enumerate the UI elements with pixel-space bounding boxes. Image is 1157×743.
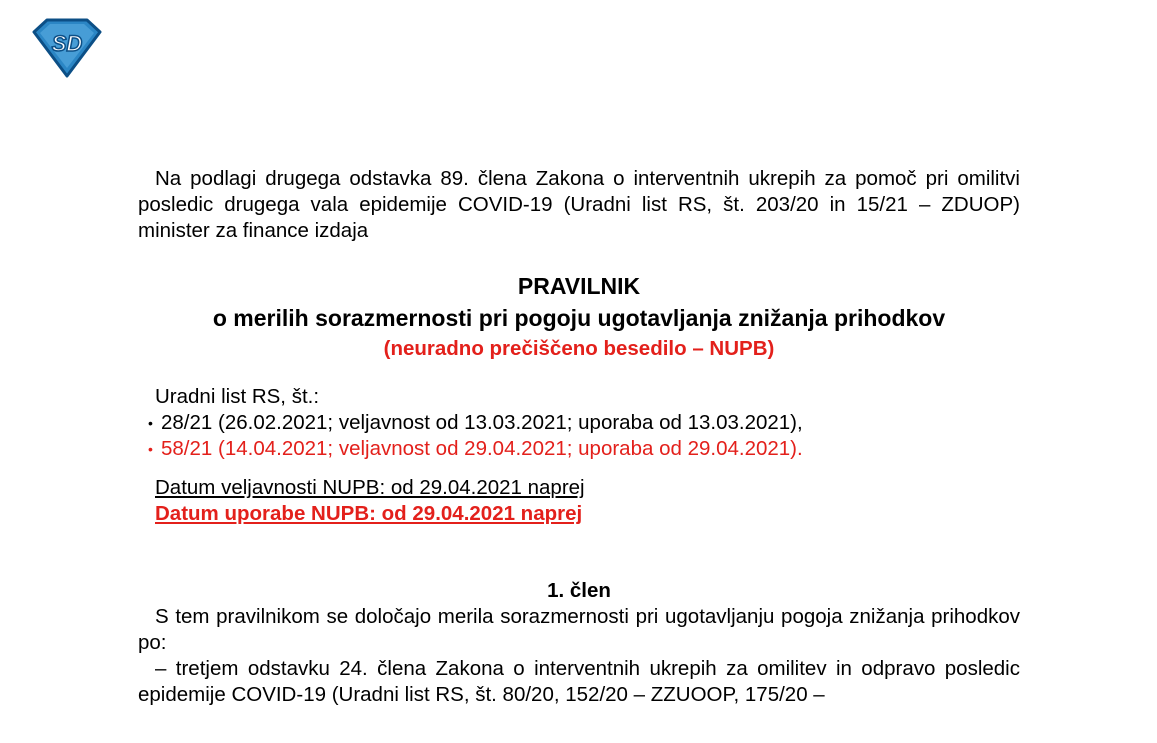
- article-paragraph: – tretjem odstavku 24. člena Zakona o interventnih ukrepih za omilitev in odpravo posledic epidemije COVID-19 (Uradni list RS, št. 80/20, 152/20 – ZZUOOP, 175/20 –: [138, 657, 1020, 706]
- gazette-references: [138, 384, 1020, 462]
- gazette-label: Uradni list RS, št.:: [155, 385, 320, 408]
- title-block: [138, 270, 1020, 364]
- validity-date: Datum veljavnosti NUPB: od 29.04.2021 naprej: [155, 476, 585, 499]
- gazette-item-text: 58/21 (14.04.2021; veljavnost od 29.04.2021; uporaba od 29.04.2021).: [161, 437, 803, 460]
- bullet-icon: •: [148, 441, 153, 457]
- gazette-item-text: 28/21 (26.02.2021; veljavnost od 13.03.2021; uporaba od 13.03.2021),: [161, 411, 803, 434]
- logo: [30, 18, 104, 78]
- nupb-dates: [138, 475, 1020, 527]
- gazette-item: [148, 410, 1020, 436]
- article-heading: 1. člen: [547, 579, 611, 602]
- document-title: PRAVILNIK: [517, 273, 641, 299]
- bullet-icon: •: [148, 415, 153, 431]
- logo-text: SD: [51, 31, 83, 56]
- article-paragraph: S tem pravilnikom se določajo merila sorazmernosti pri ugotavljanju pogoja znižanja prihodkov po:: [138, 605, 1020, 654]
- document-note: (neuradno prečiščeno besedilo – NUPB): [383, 337, 775, 360]
- gazette-item: [148, 436, 1020, 462]
- document-body: [138, 166, 1020, 708]
- application-date: Datum uporabe NUPB: od 29.04.2021 naprej: [155, 502, 583, 525]
- document-subtitle: o merilih sorazmernosti pri pogoju ugotavljanja znižanja prihodkov: [212, 305, 946, 331]
- intro-paragraph: Na podlagi drugega odstavka 89. člena Zakona o interventnih ukrepih za pomoč pri omilitvi posledic drugega vala epidemije COVID-19 (Uradni list RS, št. 203/20 in 15/21 – ZDUOP) minister za finance izdaja: [138, 167, 1020, 242]
- gazette-list: [148, 410, 1020, 462]
